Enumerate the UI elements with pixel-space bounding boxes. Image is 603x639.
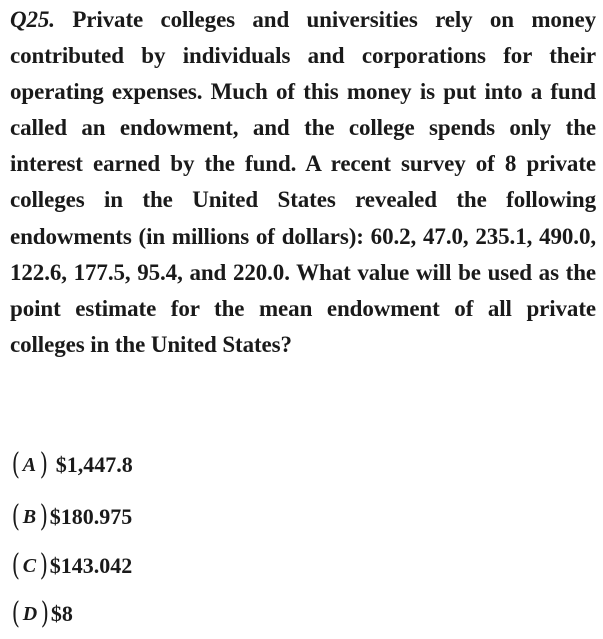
- close-paren: ): [40, 596, 50, 631]
- question-number: Q25.: [10, 7, 55, 32]
- option-c[interactable]: [10, 546, 132, 586]
- close-paren: ): [39, 499, 49, 534]
- open-paren: (: [11, 548, 20, 583]
- option-text: $8: [50, 601, 73, 626]
- option-text: $1,447.8: [55, 452, 133, 477]
- open-paren: (: [11, 499, 20, 534]
- close-paren: ): [39, 548, 49, 583]
- option-text: $180.975: [49, 504, 133, 529]
- question-block: [10, 2, 596, 363]
- option-letter: A: [22, 453, 38, 476]
- question-text: Private colleges and universities rely on money contributed by individuals and corporations for their operating expenses. Much of this money is put into a fund called an endowment, and the college spends only the interest earned by the fund. A recent survey of 8 private colleges in the United States revealed the following endowments (in millions of dollars): 60.2, 47.0, 235.1, 490.0, 122.6, 177.5, 95.4, and 220.0. What value will be used as the point estimate for the mean endowment of all private colleges in the United States?: [10, 7, 596, 357]
- option-letter: B: [22, 505, 38, 528]
- option-d[interactable]: [10, 594, 73, 634]
- option-letter: D: [22, 602, 39, 625]
- open-paren: (: [11, 596, 20, 631]
- option-text: $143.042: [49, 553, 133, 578]
- option-a[interactable]: [10, 445, 133, 485]
- option-b[interactable]: [10, 497, 132, 537]
- option-letter: C: [22, 554, 38, 577]
- open-paren: (: [11, 447, 20, 482]
- close-paren: ): [39, 447, 49, 482]
